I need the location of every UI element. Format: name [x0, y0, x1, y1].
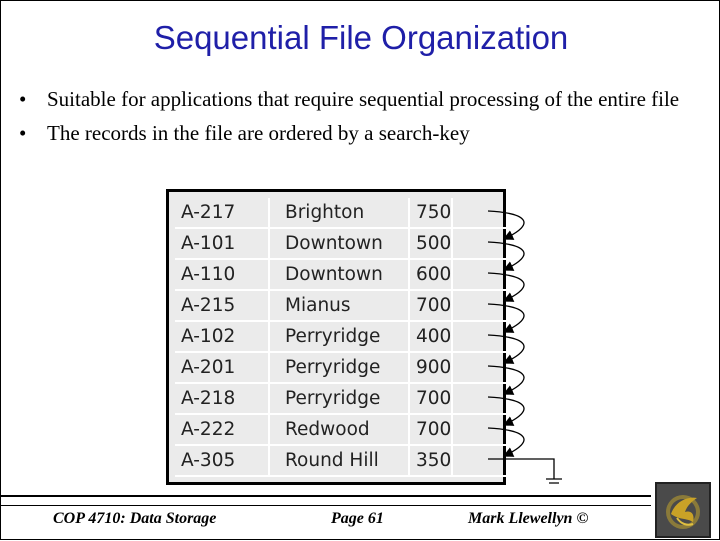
account-cell: A-110	[175, 260, 270, 291]
balance-cell: 700	[410, 384, 453, 415]
branch-cell: Perryridge	[270, 353, 410, 384]
next-pointer-arrow	[488, 428, 524, 456]
balance-cell: 600	[410, 260, 453, 291]
branch-cell: Perryridge	[270, 384, 410, 415]
balance-cell: 700	[410, 291, 453, 322]
ucf-pegasus-logo-icon	[655, 482, 711, 538]
balance-cell: 700	[410, 415, 453, 446]
balance-cell: 400	[410, 322, 453, 353]
branch-cell: Downtown	[270, 229, 410, 260]
footer-course: COP 4710: Data Storage	[53, 510, 217, 527]
branch-cell: Redwood	[270, 415, 410, 446]
balance-cell: 900	[410, 353, 453, 384]
next-pointer-arrow	[488, 211, 524, 239]
next-pointer-arrow	[488, 397, 524, 425]
branch-cell: Perryridge	[270, 322, 410, 353]
bullet-marker: •	[19, 87, 27, 111]
account-cell: A-305	[175, 446, 270, 477]
null-pointer	[488, 459, 554, 479]
bullet-item	[19, 119, 709, 148]
bullet-item	[19, 85, 709, 114]
footer-divider	[1, 495, 651, 497]
account-cell: A-201	[175, 353, 270, 384]
next-pointer-arrow	[488, 273, 524, 301]
balance-cell: 500	[410, 229, 453, 260]
null-pointer-ground	[546, 479, 562, 483]
bullet-marker: •	[19, 121, 27, 145]
branch-cell: Round Hill	[270, 446, 410, 477]
next-pointer-arrow	[488, 366, 524, 394]
pointer-chain	[166, 189, 566, 487]
account-cell: A-217	[175, 198, 270, 229]
account-cell: A-102	[175, 322, 270, 353]
next-pointer-arrow	[488, 335, 524, 363]
slide-title: Sequential File Organization	[153, 19, 569, 56]
next-pointer-arrow	[488, 304, 524, 332]
branch-cell: Brighton	[270, 198, 410, 229]
footer-divider	[1, 505, 651, 506]
account-cell: A-101	[175, 229, 270, 260]
account-cell: A-215	[175, 291, 270, 322]
next-pointer-arrow	[488, 242, 524, 270]
branch-cell: Downtown	[270, 260, 410, 291]
branch-cell: Mianus	[270, 291, 410, 322]
balance-cell: 350	[410, 446, 453, 477]
footer-author: Mark Llewellyn ©	[468, 510, 589, 527]
bullet-text: Suitable for applications that require sequential processing of the entire file	[47, 87, 680, 111]
balance-cell: 750	[410, 198, 453, 229]
bullet-text: The records in the file are ordered by a search-key	[47, 121, 470, 145]
sequential-file-figure	[166, 189, 566, 487]
bullet-list	[19, 85, 709, 153]
account-cell: A-222	[175, 415, 270, 446]
account-cell: A-218	[175, 384, 270, 415]
footer-page-number: Page 61	[331, 510, 384, 527]
